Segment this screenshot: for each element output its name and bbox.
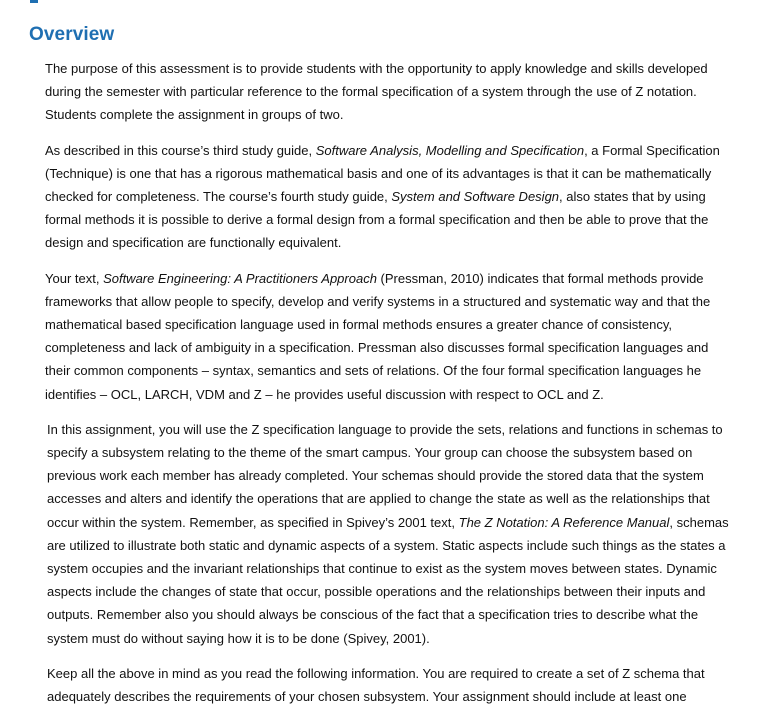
text-segment: , schemas are utilized to illustrate both static and dynamic aspects of a system. Static aspects include such things as the states a system occupies and the invariant relationships that continue to exist as the system moves between states. Dynamic aspects include the changes of state that occur, possible operations and the relationships between their inputs and outputs. Remember also you should always be conscious of the fact that a specification tries to describe what the system must do without saying how it is to be done (Spivey, 2001). (47, 514, 729, 646)
book-title: System and Software Design (391, 189, 560, 205)
text-segment: As described in this course’s third study guide, (45, 142, 316, 158)
text-segment: (Pressman, 2010) indicates that formal methods provide frameworks that allow people to specify, develop and verify systems in a structured and systematic way and that the mathematical based specification language used in formal methods ensures a greater chance of consistency, completeness and lack of ambiguity in a specification. Pressman also discusses formal specification languages and their common components – syntax, semantics and sets of relations. Of the four formal specification languages he identifies – OCL, LARCH, VDM and Z – he provides useful discussion with respect to OCL and Z. (45, 270, 711, 402)
paragraph-pressman (45, 267, 735, 406)
text-segment: Your text, (45, 270, 104, 286)
document-body (45, 57, 735, 720)
text-segment: Keep all the above in mind as you read the following information. You are required to create a set of Z schema that adequately describes the requirements of your chosen subsystem. Your assignment should include at least one (47, 665, 705, 705)
paragraph-study-guides (45, 139, 735, 255)
section-heading: Overview (29, 24, 115, 45)
text-segment: The purpose of this assessment is to provide students with the opportunity to apply knowledge and skills developed during the semester with particular reference to the formal specification of a system through the use of Z notation. Students complete the assignment in groups of two. (45, 61, 708, 123)
text-segment: , also states that by using formal methods it is possible to derive a formal design from a formal specification and then be able to prove that the design and specification are functionally equivalent. (45, 189, 709, 251)
page-top-mark (30, 0, 38, 3)
text-segment: , a Formal Specification (Technique) is one that has a rigorous mathematical basis and one of its advantages is that it can be mathematically checked for completeness. The course’s fourth study guide, (45, 142, 720, 205)
text-segment: In this assignment, you will use the Z specification language to provide the sets, relations and functions in schemas to specify a subsystem relating to the theme of the smart campus. Your group can choose the subsystem based on previous work each member has already completed. Your schemas should provide the stored data that the system accesses and alters and identify the operations that are applied to change the state as well as the relationships that occur within the system. Remember, as specified in Spivey’s 2001 text, (47, 421, 723, 530)
paragraph-assignment (45, 418, 735, 650)
paragraph-requirements (45, 662, 735, 708)
book-title: The Z Notation: A Reference Manual (458, 514, 670, 530)
book-title: Software Analysis, Modelling and Specification (315, 142, 585, 158)
book-title: Software Engineering: A Practitioners Approach (103, 270, 377, 286)
paragraph-purpose (45, 57, 735, 127)
